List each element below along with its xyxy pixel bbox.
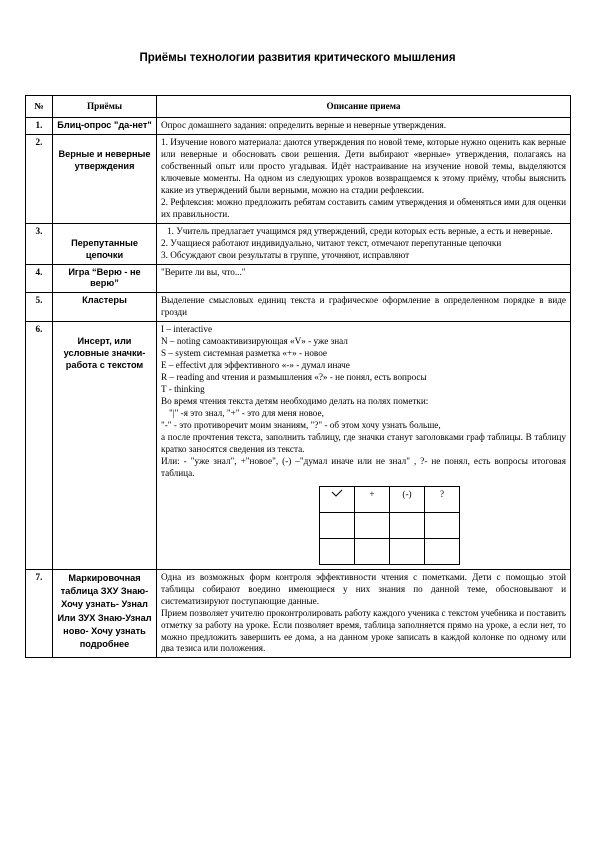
table-row xyxy=(26,322,571,569)
desc-line: Выделение смысловых единиц текста и графическое оформление в определенном порядке в виде грозди xyxy=(161,295,566,318)
table-row xyxy=(26,134,571,223)
table-row xyxy=(26,569,571,658)
row-name: Кластеры xyxy=(53,293,157,322)
row-desc xyxy=(157,569,571,658)
page-title: Приёмы технологии развития критического мышления xyxy=(139,52,456,64)
row-name: Инсерт, или условные значки- работа с текстом xyxy=(53,322,157,569)
desc-line: Или: - "уже знал", +"новое", (-) –"думал иначе или не знал" , ?- не понял, есть вопросы итоговая таблица. xyxy=(161,455,566,478)
desc-line: Одна из возможных форм контроля эффективности чтения с пометками. Дети с помощью этой таблицы собирают воедино имеющиеся у них знания по данной теме, обосновывают и систематизируют поступающие данные. xyxy=(161,571,566,606)
row-num: 3. xyxy=(26,223,53,264)
desc-line: T - thinking xyxy=(161,384,205,395)
desc-line: "-" - это противоречит моим знаниям, "?" - об этом хочу узнать больше, xyxy=(161,419,441,430)
row-num: 6. xyxy=(26,322,53,569)
insert-summary-table xyxy=(319,486,460,565)
desc-line: 1. Учитель предлагает учащимся ряд утверждений, среди которых есть верные, а есть и неверные. xyxy=(167,225,553,236)
check-mark-icon xyxy=(320,486,355,512)
mini-header-plus: + xyxy=(355,486,390,512)
desc-line: "|" -я это знал, "+" - это для меня новое, xyxy=(169,408,324,419)
row-name: Блиц-опрос "да-нет" xyxy=(53,118,157,135)
techniques-table xyxy=(25,95,571,658)
desc-line: Во время чтения текста детям необходимо делать на полях пометки: xyxy=(161,396,429,407)
row-num: 7. xyxy=(26,569,53,658)
table-row xyxy=(26,118,571,135)
row-name: Игра “Верю - не верю” xyxy=(53,264,157,293)
desc-line: Прием позволяет учителю проконтролировать работу каждого ученика с текстом учебника и поставить отметку за работу на уроке. Если позволяет время, таблица заполняется прямо на уроке, а если нет, то можно предложить завершить ее дома, а на данном уроке записать в каждой колонке по одному или два тезиса или положения. xyxy=(161,607,566,654)
desc-line: E – effectivt для эффективного «-» - думал иначе xyxy=(161,360,350,371)
table-row xyxy=(26,264,571,293)
table-row xyxy=(26,223,571,264)
desc-line: S – system системная разметка «+» - новое xyxy=(161,348,327,359)
mini-blank-row xyxy=(320,512,460,538)
header-desc: Описание приема xyxy=(157,96,571,118)
desc-line: N – noting самоактивизирующая «V» - уже знал xyxy=(161,336,348,347)
header-name: Приёмы xyxy=(53,96,157,118)
desc-line: 3. Обсуждают свои результаты в группе, уточняют, исправляют xyxy=(161,249,410,260)
row-desc xyxy=(157,264,571,293)
desc-line: R – reading and чтения и размышления «?» - не понял, есть вопросы xyxy=(161,372,427,383)
desc-line: а после прочтения текста, заполнить таблицу, где значки станут заголовками граф таблицы. В таблицу кратко заносятся сведения из текста. xyxy=(161,431,566,454)
mini-blank-row xyxy=(320,538,460,564)
row-desc xyxy=(157,322,571,569)
row-num: 1. xyxy=(26,118,53,135)
row-name: Маркировочная таблица ЗХУ Знаю-Хочу узнать- Узнал Или ЗУХ Знаю-Узнал ново- Хочу узнать подробнее xyxy=(53,569,157,658)
mini-header-question: ? xyxy=(425,486,460,512)
mini-header-minus: (-) xyxy=(390,486,425,512)
table-row xyxy=(26,293,571,322)
row-desc xyxy=(157,223,571,264)
desc-line: 2. Рефлексия: можно предложить ребятам составить самим утверждения и обменяться ими для оценки их правильности. xyxy=(161,196,566,219)
row-desc xyxy=(157,134,571,223)
desc-line: Опрос домашнего задания: определить верные и неверные утверждения. xyxy=(161,120,447,130)
desc-line: "Верите ли вы, что..." xyxy=(161,266,246,277)
desc-line: I – interactive xyxy=(161,324,213,335)
desc-line: 2. Учащиеся работают индивидуально, читают текст, отмечают перепутанные цепочки xyxy=(161,237,502,248)
row-num: 5. xyxy=(26,293,53,322)
table-header-row xyxy=(26,96,571,118)
row-num: 4. xyxy=(26,264,53,293)
row-name: Верные и неверные утверждения xyxy=(53,134,157,223)
row-num: 2. xyxy=(26,134,53,223)
header-num: № xyxy=(26,96,53,118)
desc-line: 1. Изучение нового материала: даются утверждения по новой теме, которые нужно оценить как верные или неверные и обосновать свои решения. Дети выбирают «верные» утверждения, полагаясь на собственный опыт или просто угадывая. Идёт настраивание на изучение новой темы, выделяются ключевые моменты. На одном из следующих уроков возвращаемся к этому приёму, чтобы выяснить какие из утверждений были верными, можно на стадии рефлексии. xyxy=(161,136,566,195)
row-desc xyxy=(157,293,571,322)
mini-header-row xyxy=(320,486,460,512)
row-name: Перепутанные цепочки xyxy=(53,223,157,264)
row-desc xyxy=(157,118,571,135)
